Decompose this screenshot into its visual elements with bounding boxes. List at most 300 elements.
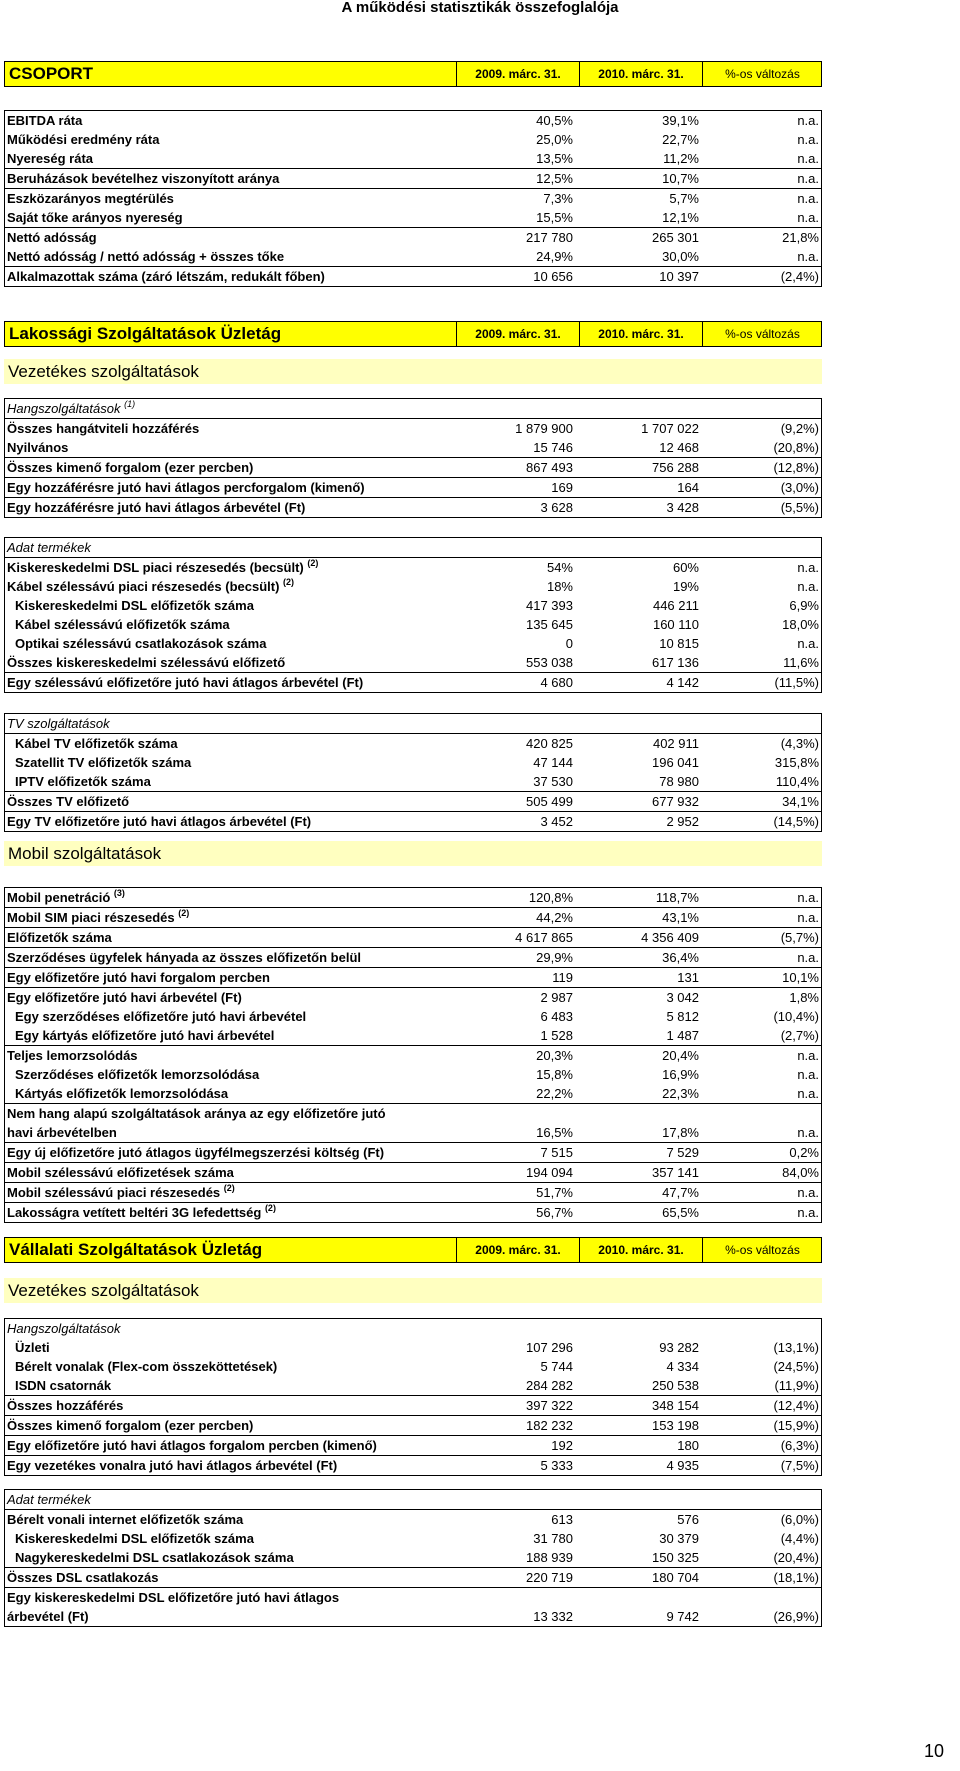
row-label: [7, 208, 183, 227]
value-2010: 677 932: [652, 794, 699, 809]
row-label-text: Egy új előfizetőre jutó átlagos ügyfélmegszerzési költség (Ft): [7, 1145, 385, 1160]
value-2009: 3 628: [540, 500, 573, 515]
table-row: [5, 987, 821, 1007]
row-label: [15, 1529, 254, 1548]
value-2009: 397 322: [526, 1398, 573, 1413]
section-label-text: Adat termékek: [7, 1492, 91, 1507]
row-label: [7, 1183, 235, 1202]
row-label: [15, 1338, 50, 1357]
value-change: n.a.: [797, 560, 819, 575]
row-label: [7, 498, 305, 517]
value-2009: 25,0%: [536, 132, 573, 147]
row-label-text: Kártyás előfizetők lemorzsolódása: [15, 1086, 229, 1101]
value-2010: 11,2%: [663, 151, 699, 166]
table-row: [5, 927, 821, 947]
lakossagi-vezetekes-title: [4, 359, 822, 384]
value-2010: 7 529: [666, 1145, 699, 1160]
value-change: n.a.: [797, 1048, 819, 1063]
value-change: n.a.: [797, 191, 819, 206]
row-label-text: Eszközarányos megtérülés: [7, 191, 174, 206]
value-change: n.a.: [797, 636, 819, 651]
row-label: [15, 1026, 274, 1045]
value-2009: 4 617 865: [515, 930, 573, 945]
table-row: [5, 418, 821, 438]
row-label: [7, 1046, 138, 1065]
row-label-text: Összes DSL csatlakozás: [7, 1570, 159, 1585]
value-2009: 1 528: [540, 1028, 573, 1043]
row-label-text: Kábel szélessávú piaci részesedés (becsült): [7, 579, 280, 594]
table-section-header: [5, 399, 821, 418]
value-2010: 65,5%: [662, 1205, 699, 1220]
value-change: n.a.: [797, 210, 819, 225]
value-2009: 169: [551, 480, 573, 495]
row-label-text: Nettó adósság: [7, 230, 97, 245]
row-label-text: Összes kimenő forgalom (ezer percben): [7, 1418, 254, 1433]
value-change: (5,5%): [780, 500, 819, 515]
table-row: [5, 1455, 821, 1475]
table-row: [5, 111, 821, 130]
value-2010: 22,7%: [662, 132, 699, 147]
row-label: [7, 438, 68, 457]
row-label: [7, 1436, 377, 1455]
table-row: [5, 1395, 821, 1415]
section-name: CSOPORT: [9, 64, 94, 83]
row-label-text: Saját tőke arányos nyereség: [7, 210, 183, 225]
value-2009: 5 744: [540, 1359, 573, 1374]
col-change: %-os változás: [702, 322, 822, 346]
value-change: 18,0%: [782, 617, 819, 632]
table-row: [5, 149, 821, 168]
table-row: [5, 811, 821, 831]
col-2009: 2009. márc. 31.: [456, 62, 579, 86]
value-2009: 188 939: [526, 1550, 573, 1565]
row-label: [7, 908, 189, 927]
lakossagi-mobil-table: [4, 887, 822, 1223]
subsection-title: Mobil szolgáltatások: [8, 844, 162, 863]
table-section-header: [5, 1319, 821, 1338]
table-row: [5, 227, 821, 247]
row-label-text: Egy kártyás előfizetőre jutó havi árbevétel: [15, 1028, 275, 1043]
row-label: [7, 1396, 123, 1415]
row-label: [7, 130, 159, 149]
table-row: [5, 1338, 821, 1357]
row-label-text: Összes hozzáférés: [7, 1398, 124, 1413]
section-label: [7, 714, 110, 733]
value-2010: 617 136: [652, 655, 699, 670]
lakossagi-hang-table: [4, 398, 822, 518]
row-label: [7, 228, 97, 247]
value-change: 1,8%: [789, 990, 819, 1005]
row-label-text: Kábel TV előfizetők száma: [15, 736, 178, 751]
row-label-text: Működési eredmény ráta: [7, 132, 160, 147]
row-label-text: Kábel szélessávú előfizetők száma: [15, 617, 230, 632]
table-row: [5, 772, 821, 791]
row-label: [15, 772, 151, 791]
value-2010: 10 815: [659, 636, 699, 651]
value-change: n.a.: [797, 1086, 819, 1101]
table-row: [5, 266, 821, 286]
value-change: 34,1%: [782, 794, 819, 809]
value-2009: 15 746: [533, 440, 573, 455]
table-row: [5, 1415, 821, 1435]
section-label: [7, 538, 91, 557]
value-2010: 16,9%: [662, 1067, 699, 1082]
value-2010: 1 487: [666, 1028, 699, 1043]
value-change: n.a.: [797, 890, 819, 905]
row-label: [15, 1357, 277, 1376]
row-label: [7, 149, 93, 168]
table-row: [5, 577, 821, 596]
table-row: [5, 791, 821, 811]
value-2010: 4 356 409: [641, 930, 699, 945]
row-label-text: Egy kiskereskedelmi DSL előfizetőre jutó havi átlagos: [7, 1590, 340, 1605]
value-2009: 182 232: [526, 1418, 573, 1433]
row-label-text: Kiskereskedelmi DSL piaci részesedés (becsült): [7, 560, 304, 575]
table-row: [5, 1182, 821, 1202]
row-label-text: Előfizetők száma: [7, 930, 112, 945]
value-change: (24,5%): [773, 1359, 819, 1374]
row-label-text: Egy szélessávú előfizetőre jutó havi átlagos árbevétel (Ft): [7, 675, 364, 690]
row-label-text: Összes kiskereskedelmi szélessávú előfizető: [7, 655, 286, 670]
row-label-text: Teljes lemorzsolódás: [7, 1048, 138, 1063]
table-row: [5, 1376, 821, 1395]
value-change: 10,1%: [782, 970, 819, 985]
table-row: [5, 1529, 821, 1548]
value-2009: 13,5%: [536, 151, 573, 166]
table-row: [5, 615, 821, 634]
value-change: n.a.: [797, 249, 819, 264]
value-change: 21,8%: [782, 230, 819, 245]
value-2010: 39,1%: [662, 113, 699, 128]
row-label-text: Alkalmazottak száma (záró létszám, redukált főben): [7, 269, 325, 284]
subsection-title: Vezetékes szolgáltatások: [8, 362, 199, 381]
value-2009: 220 719: [526, 1570, 573, 1585]
footnote-ref: (2): [223, 1183, 235, 1193]
row-label: [7, 247, 284, 266]
value-2009: 420 825: [526, 736, 573, 751]
value-2010: 4 142: [666, 675, 699, 690]
value-2010: 78 980: [659, 774, 699, 789]
row-label: [7, 1510, 243, 1529]
table-row: [5, 477, 821, 497]
value-2010: 2 952: [666, 814, 699, 829]
row-label-text: Bérelt vonalak (Flex-com összeköttetések): [15, 1359, 278, 1374]
row-label: [7, 558, 318, 577]
value-2010: 180 704: [652, 1570, 699, 1585]
row-label: [7, 673, 363, 692]
value-change: (6,3%): [780, 1438, 819, 1453]
page-title: A működési statisztikák összefoglalója: [341, 0, 619, 16]
section-name: Vállalati Szolgáltatások Üzletág: [9, 1240, 263, 1259]
footnote-ref: (2): [264, 1203, 276, 1213]
value-2009: 6 483: [540, 1009, 573, 1024]
row-label-text: Szerződéses ügyfelek hányada az összes előfizetőn belül: [7, 950, 362, 965]
table-row: [5, 907, 821, 927]
value-2010: 5 812: [666, 1009, 699, 1024]
value-2010: 4 935: [666, 1458, 699, 1473]
row-label-cont: árbevétel (Ft): [7, 1609, 89, 1624]
row-label: [15, 1376, 111, 1395]
row-label: [7, 1203, 276, 1222]
section-label: [7, 399, 135, 418]
subsection-title: Vezetékes szolgáltatások: [8, 1281, 199, 1300]
value-change: (15,9%): [773, 1418, 819, 1433]
table-row: [5, 1435, 821, 1455]
value-2010: 10 397: [659, 269, 699, 284]
row-label: [15, 734, 178, 753]
value-2009: 7 515: [540, 1145, 573, 1160]
row-label: [7, 1588, 339, 1607]
footnote-ref: (1): [124, 399, 136, 409]
value-change: (5,7%): [780, 930, 819, 945]
row-label: [15, 1084, 228, 1103]
table-row: [5, 1103, 821, 1142]
value-2010: 118,7%: [655, 890, 699, 905]
col-2010: 2010. márc. 31.: [579, 62, 702, 86]
table-row: [5, 188, 821, 208]
table-row: [5, 1202, 821, 1222]
value-change: (6,0%): [780, 1512, 819, 1527]
value-2009: 4 680: [540, 675, 573, 690]
row-label: [7, 968, 270, 987]
section-label-text: TV szolgáltatások: [7, 716, 110, 731]
table-row: [5, 1084, 821, 1103]
value-2010: 3 042: [666, 990, 699, 1005]
row-label: [15, 1065, 259, 1084]
value-2010: 60%: [672, 560, 699, 575]
table-row: [5, 1026, 821, 1045]
value-change: 11,6%: [783, 655, 819, 670]
value-change: (9,2%): [780, 421, 819, 436]
value-2009: 120,8%: [528, 890, 573, 905]
value-2009: 16,5%: [536, 1125, 573, 1140]
row-label: [15, 1007, 306, 1026]
table-row: [5, 1567, 821, 1587]
row-label: [7, 169, 279, 188]
value-2010: 150 325: [652, 1550, 699, 1565]
vallalati-header: [4, 1237, 822, 1263]
value-change: (11,5%): [774, 675, 819, 690]
row-label: [7, 928, 112, 947]
value-2009: 18%: [546, 579, 573, 594]
mobil-title: [4, 841, 822, 866]
value-2010: 250 538: [652, 1378, 699, 1393]
value-2009: 15,5%: [536, 210, 573, 225]
row-label-text: EBITDA ráta: [7, 113, 83, 128]
table-row: [5, 888, 821, 907]
value-change: n.a.: [797, 910, 819, 925]
value-2009: 107 296: [526, 1340, 573, 1355]
value-2010: 576: [677, 1512, 699, 1527]
table-row: [5, 733, 821, 753]
value-change: (20,8%): [773, 440, 819, 455]
row-label-text: Egy vezetékes vonalra jutó havi átlagos árbevétel (Ft): [7, 1458, 338, 1473]
col-change: %-os változás: [702, 1238, 822, 1262]
footnote-ref: (2): [283, 577, 295, 587]
value-2009: 5 333: [540, 1458, 573, 1473]
value-2009: 2 987: [540, 990, 573, 1005]
value-change: n.a.: [797, 113, 819, 128]
row-label-text: Nagykereskedelmi DSL csatlakozások száma: [15, 1550, 294, 1565]
row-label: [7, 1163, 234, 1182]
value-change: (14,5%): [773, 814, 819, 829]
value-change: n.a.: [797, 132, 819, 147]
value-2010: 36,4%: [662, 950, 699, 965]
footnote-ref: (2): [307, 558, 319, 568]
value-2010: 12,1%: [662, 210, 699, 225]
table-row: [5, 438, 821, 457]
row-label: [7, 1143, 384, 1162]
table-row: [5, 1045, 821, 1065]
row-label: [7, 267, 325, 286]
value-2009: 51,7%: [536, 1185, 573, 1200]
value-2009: 417 393: [526, 598, 573, 613]
row-label: [15, 596, 254, 615]
value-2010: 4 334: [666, 1359, 699, 1374]
table-row: [5, 1587, 821, 1626]
row-label-text: Összes TV előfizető: [7, 794, 130, 809]
csoport-header: [4, 61, 822, 87]
value-2010: 357 141: [652, 1165, 699, 1180]
vallalati-hang-table: [4, 1318, 822, 1476]
value-2010: 446 211: [652, 598, 699, 613]
section-label: [7, 1490, 91, 1509]
row-label-text: Kiskereskedelmi DSL előfizetők száma: [15, 598, 254, 613]
table-row: [5, 1509, 821, 1529]
row-label: [7, 189, 174, 208]
value-2009: 10 656: [533, 269, 573, 284]
value-2009: 22,2%: [536, 1086, 573, 1101]
row-label-text: Lakosságra vetített beltéri 3G lefedettség: [7, 1205, 262, 1220]
row-label: [7, 1456, 337, 1475]
value-change: n.a.: [797, 171, 819, 186]
vallalati-adat-table: [4, 1489, 822, 1627]
value-2009: 20,3%: [536, 1048, 573, 1063]
value-change: n.a.: [797, 1205, 819, 1220]
value-change: 0,2%: [789, 1145, 819, 1160]
col-change: %-os változás: [702, 62, 822, 86]
value-change: (4,3%): [780, 736, 819, 751]
value-2010: 30,0%: [662, 249, 699, 264]
row-label: [7, 812, 311, 831]
section-label: [7, 1319, 120, 1338]
value-change: 110,4%: [775, 774, 819, 789]
value-2009: 135 645: [526, 617, 573, 632]
table-row: [5, 634, 821, 653]
value-2009: 47 144: [533, 755, 573, 770]
row-label-text: Mobil szélessávú piaci részesedés: [7, 1185, 221, 1200]
row-label: [7, 1416, 253, 1435]
value-2010: 17,8%: [662, 1125, 699, 1140]
col-2009: 2009. márc. 31.: [456, 1238, 579, 1262]
table-section-header: [5, 1490, 821, 1509]
value-2010: 9 742: [666, 1609, 699, 1624]
row-label: [7, 988, 242, 1007]
row-label: [7, 948, 361, 967]
vallalati-vezetekes-title: [4, 1278, 822, 1303]
row-label-text: Egy előfizetőre jutó havi átlagos forgalom percben (kimenő): [7, 1438, 377, 1453]
value-change: (7,5%): [780, 1458, 819, 1473]
value-2009: 3 452: [540, 814, 573, 829]
row-label: [15, 634, 266, 653]
row-label-text: Egy hozzáférésre jutó havi átlagos árbevétel (Ft): [7, 500, 306, 515]
row-label-text: Egy előfizetőre jutó havi árbevétel (Ft): [7, 990, 242, 1005]
table-section-header: [5, 538, 821, 557]
row-label-text: Összes hangátviteli hozzáférés: [7, 421, 200, 436]
row-label: [15, 615, 230, 634]
value-2010: 30 379: [659, 1531, 699, 1546]
value-change: n.a.: [797, 579, 819, 594]
value-2010: 164: [677, 480, 699, 495]
row-label-text: Szerződéses előfizetők lemorzsolódása: [15, 1067, 260, 1082]
table-row: [5, 1065, 821, 1084]
value-2009: 119: [552, 970, 573, 985]
table-row: [5, 208, 821, 227]
value-2009: 24,9%: [536, 249, 573, 264]
value-change: 315,8%: [774, 755, 819, 770]
row-label-text: Nem hang alapú szolgáltatások aránya az egy előfizetőre jutó: [7, 1106, 386, 1121]
value-2009: 284 282: [526, 1378, 573, 1393]
row-label: [7, 653, 285, 672]
table-row: [5, 672, 821, 692]
row-label: [7, 419, 199, 438]
value-2010: 196 041: [652, 755, 699, 770]
value-2010: 153 198: [652, 1418, 699, 1433]
value-2010: 756 288: [652, 460, 699, 475]
row-label-text: Üzleti: [15, 1340, 50, 1355]
row-label: [15, 1548, 294, 1567]
value-change: n.a.: [797, 950, 819, 965]
table-row: [5, 557, 821, 577]
row-label-text: Beruházások bevételhez viszonyított aránya: [7, 171, 280, 186]
row-label: [7, 458, 253, 477]
value-change: n.a.: [797, 1185, 819, 1200]
table-row: [5, 967, 821, 987]
value-2010: 1 707 022: [641, 421, 699, 436]
value-2009: 194 094: [526, 1165, 573, 1180]
value-change: 6,9%: [789, 598, 819, 613]
row-label: [7, 111, 82, 130]
value-2009: 1 879 900: [515, 421, 573, 436]
value-2010: 265 301: [652, 230, 699, 245]
value-2010: 10,7%: [662, 171, 699, 186]
table-section-header: [5, 714, 821, 733]
value-2009: 7,3%: [543, 191, 573, 206]
table-row: [5, 130, 821, 149]
table-row: [5, 247, 821, 266]
row-label-text: Egy szerződéses előfizetőre jutó havi árbevétel: [15, 1009, 307, 1024]
value-change: (2,4%): [780, 269, 819, 284]
table-row: [5, 457, 821, 477]
section-label-text: Hangszolgáltatások: [7, 1321, 121, 1336]
row-label-text: Optikai szélessávú csatlakozások száma: [15, 636, 267, 651]
table-row: [5, 1162, 821, 1182]
value-change: n.a.: [797, 151, 819, 166]
row-label: [7, 1104, 386, 1123]
row-label-text: Mobil szélessávú előfizetések száma: [7, 1165, 234, 1180]
lakossagi-tv-table: [4, 713, 822, 832]
table-row: [5, 497, 821, 517]
value-2010: 47,7%: [662, 1185, 699, 1200]
value-2010: 131: [677, 970, 699, 985]
row-label: [15, 753, 191, 772]
row-label: [7, 1568, 159, 1587]
row-label-text: Bérelt vonali internet előfizetők száma: [7, 1512, 244, 1527]
value-change: n.a.: [797, 1125, 819, 1140]
value-change: (10,4%): [773, 1009, 819, 1024]
row-label-text: Mobil penetráció: [7, 890, 111, 905]
row-label-text: ISDN csatornák: [15, 1378, 112, 1393]
